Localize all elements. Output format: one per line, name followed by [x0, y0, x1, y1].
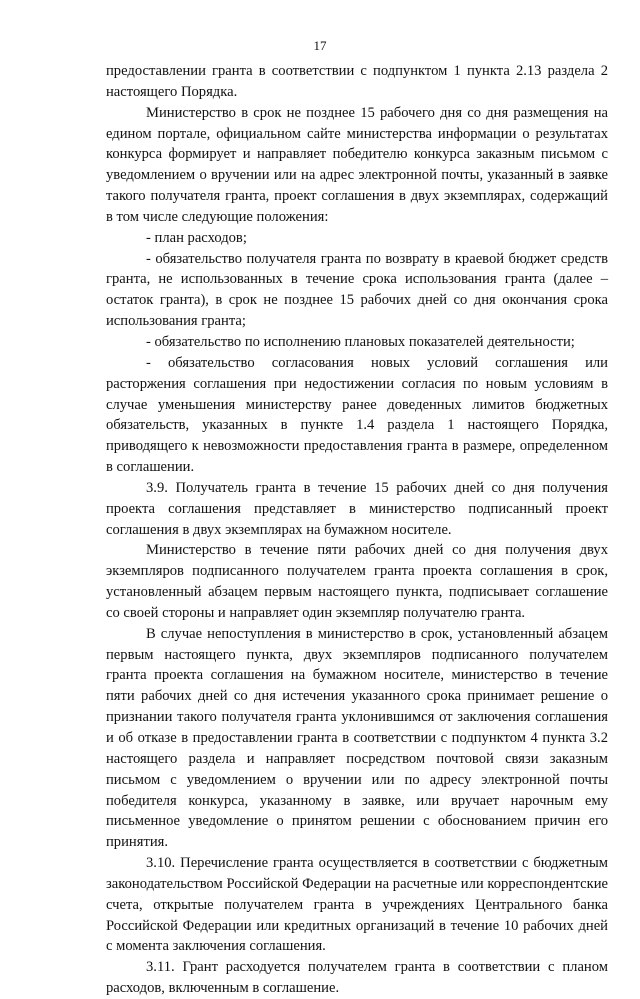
list-item-refund-obligation: - обязательство получателя гранта по возврату в краевой бюджет средств гранта, не использованных в течение срока использования гранта (далее – остаток гранта), в срок не позднее 15 рабочих дней со дня окончания срока использования гранта; [106, 250, 608, 330]
paragraph-3-11: 3.11. Грант расходуется получателем гранта в соответствии с планом расходов, включенным в соглашение. [106, 959, 608, 997]
list-item-performance-indicators: - обязательство по исполнению плановых показателей деятельности; [146, 333, 575, 350]
paragraph-3-9: 3.9. Получатель гранта в течение 15 рабочих дней со дня получения проекта соглашения представляет в министерство подписанный проект соглашения в двух экземплярах на бумажном носителе. [106, 479, 608, 538]
paragraph-non-receipt: В случае непоступления в министерство в срок, установленный абзацем первым настоящего пункта, двух экземпляров подписанного получателем гранта проекта соглашения на бумажном носителе, министерство в течение пяти рабочих дней со дня истечения указанного срока принимает решение о признании такого получателя гранта уклонившимся от заключения соглашения и об отказе в предоставлении гранта в соответствии с подпунктом 4 пункта 3.2 настоящего раздела и направляет посредством почтовой связи заказным письмом с уведомлением о вручении или по адресу электронной почты победителя конкурса, указанному в заявке, или вручает нарочным ему письменное уведомление о принятом решении с обоснованием причин его принятия. [106, 625, 608, 851]
list-item-expense-plan: - план расходов; [146, 229, 247, 246]
paragraph-3-10: 3.10. Перечисление гранта осуществляется в соответствии с бюджетным законодательством Российской Федерации на расчетные или корреспондентские счета, открытые получателем гранта в учреждениях Центрального банка Российской Федерации или кредитных организаций в течение 10 рабочих дней с момента заключения соглашения. [106, 855, 608, 955]
page-number: 17 [313, 38, 327, 53]
paragraph-ministry-deadline: Министерство в срок не позднее 15 рабочего дня со дня размещения на едином портале, официальном сайте министерства информации о результатах конкурса формирует и направляет победителю конкурса заказным письмом с уведомлением о вручении или на адрес электронной почты, указанный в заявке такого получателя гранта, проект соглашения в двух экземплярах, содержащий в том числе следующие положения: [106, 104, 608, 225]
list-item-agreement-terms: - обязательство согласования новых условий соглашения или расторжения соглашения при недостижении согласия по новым условиям в случае уменьшения министерству ранее доведенных лимитов бюджетных обязательств, указанных в пункте 1.4 раздела 1 настоящего Порядка, приводящего к невозможности предоставления гранта в размере, определенном в соглашении. [106, 354, 608, 476]
paragraph-ministry-signing: Министерство в течение пяти рабочих дней со дня получения двух экземпляров подписанного получателем гранта проекта соглашения в срок, установленный абзацем первым настоящего пункта, подписывает соглашение со своей стороны и направляет один экземпляр получателю гранта. [106, 542, 608, 621]
document-body [106, 61, 608, 999]
paragraph-continuation: предоставлении гранта в соответствии с подпунктом 1 пункта 2.13 раздела 2 настоящего Порядка. [106, 63, 608, 100]
